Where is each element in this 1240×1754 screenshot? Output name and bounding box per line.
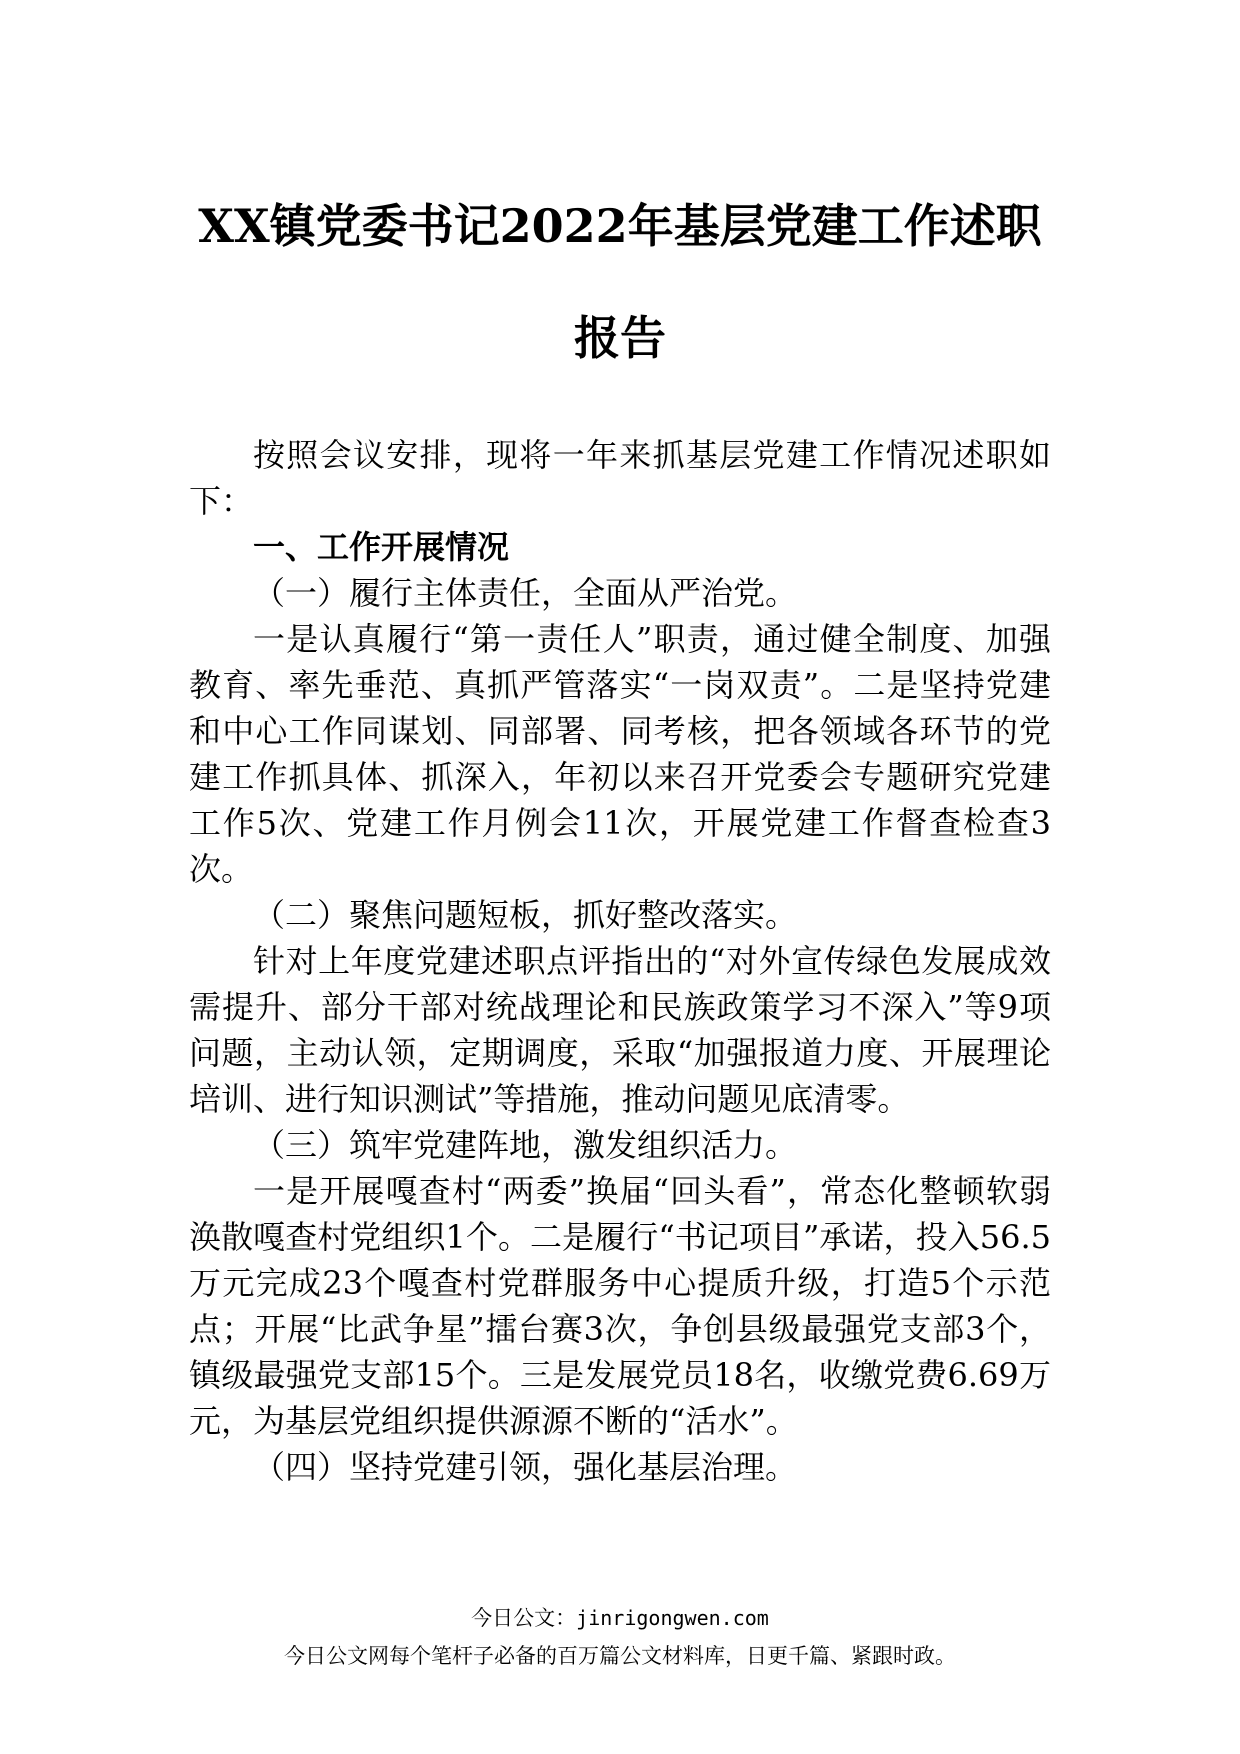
document-title-line-1: XX镇党委书记2022年基层党建工作述职 xyxy=(198,199,1042,253)
footer-slogan: 今日公文网每个笔杆子必备的百万篇公文材料库，日更千篇、紧跟时政。 xyxy=(284,1644,956,1668)
body-paragraph: 一是开展嘎查村“两委”换届“回头看”，常态化整顿软弱涣散嘎查村党组织1个。二是履行“书记项目”承诺，投入56.5万元完成23个嘎查村党群服务中心提质升级，打造5个示范点；开展“比武争星”擂台赛3次，争创县级最强党支部3个，镇级最强党支部15个。三是发展党员18名，收缴党费6.69万元，为基层党组织提供源源不断的“活水”。 xyxy=(189,1172,1051,1440)
subsection-heading: （一）履行主体责任，全面从严治党。 xyxy=(253,574,798,612)
subsection-heading: （二）聚焦问题短板，抓好整改落实。 xyxy=(253,896,798,934)
subsection-heading: （四）坚持党建引领，强化基层治理。 xyxy=(253,1448,798,1486)
section-heading: 一、工作开展情况 xyxy=(253,528,510,566)
footer-label: 今日公文： xyxy=(471,1606,577,1630)
body-paragraph: 针对上年度党建述职点评指出的“对外宣传绿色发展成效需提升、部分干部对统战理论和民族政策学习不深入”等9项问题，主动认领，定期调度，采取“加强报道力度、开展理论培训、进行知识测试”等措施，推动问题见底清零。 xyxy=(189,942,1051,1118)
footer-url-link[interactable]: jinrigongwen.com xyxy=(576,1606,769,1630)
footer-source-line xyxy=(0,1608,1240,1629)
document-body xyxy=(189,432,1051,1490)
document-title-line-2: 报告 xyxy=(574,311,666,365)
intro-paragraph: 按照会议安排，现将一年来抓基层党建工作情况述职如下： xyxy=(189,436,1051,520)
body-paragraph: 一是认真履行“第一责任人”职责，通过健全制度、加强教育、率先垂范、真抓严管落实“一岗双责”。二是坚持党建和中心工作同谋划、同部署、同考核，把各领域各环节的党建工作抓具体、抓深入，年初以来召开党委会专题研究党建工作5次、党建工作月例会11次，开展党建工作督查检查3次。 xyxy=(189,620,1051,888)
subsection-heading: （三）筑牢党建阵地，激发组织活力。 xyxy=(253,1126,798,1164)
